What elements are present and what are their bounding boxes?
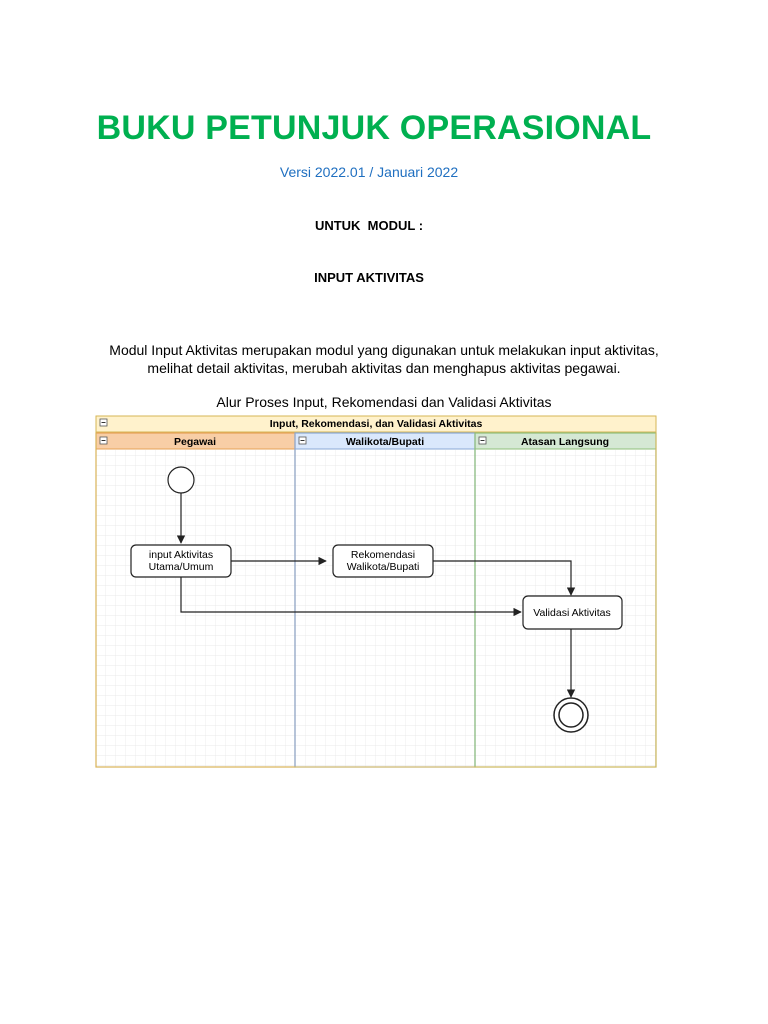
input-node-line-2: Utama/Umum [148,561,214,573]
collapse-icon [100,437,107,444]
validasi-node-label: Validasi Aktivitas [533,607,611,619]
input-node-line-1: input Aktivitas [148,549,214,561]
collapse-icon [479,437,486,444]
lane-label-walikota: Walikota/Bupati [345,436,425,448]
pool-title: Input, Rekomendasi, dan Validasi Aktivitas [269,418,483,430]
diagram-caption: Alur Proses Input, Rekomendasi dan Validasi Aktivitas [216,394,552,410]
swimlane-diagram [95,415,657,768]
collapse-icon [100,419,107,426]
start-node [168,467,194,493]
version-text: Versi 2022.01 / Januari 2022 [279,164,459,180]
document-title: BUKU PETUNJUK OPERASIONAL [96,109,652,147]
description-line-2: melihat detail aktivitas, merubah aktivitas dan menghapus aktivitas pegawai. [147,360,621,376]
module-label: UNTUK MODUL : [314,218,424,233]
rekomendasi-node-line-1: Rekomendasi [350,549,416,561]
description-line-1: Modul Input Aktivitas merupakan modul yang digunakan untuk melakukan input aktivitas, [109,342,659,358]
rekomendasi-node-line-2: Walikota/Bupati [346,561,420,573]
module-description [0,341,768,377]
swimlane-svg [95,415,657,768]
module-name: INPUT AKTIVITAS [314,270,424,285]
lane-label-pegawai: Pegawai [173,436,217,448]
collapse-icon [299,437,306,444]
end-node [554,698,588,732]
lane-label-atasan: Atasan Langsung [520,436,610,448]
